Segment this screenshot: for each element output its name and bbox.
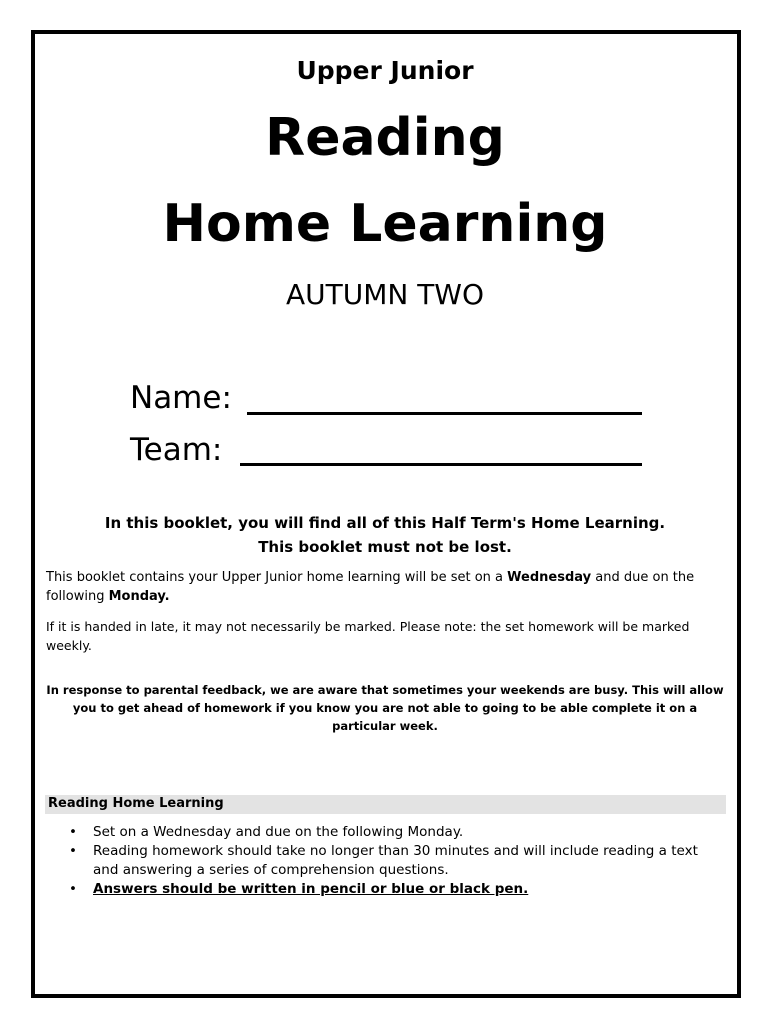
- team-label: Team:: [130, 432, 223, 468]
- booklet-info-paragraph: [46, 568, 731, 606]
- para1-wednesday: Wednesday: [507, 570, 592, 585]
- subtitle: Upper Junior: [296, 56, 474, 85]
- bullet-glyph: •: [69, 881, 77, 897]
- list-item: [65, 842, 725, 880]
- title-home-learning: Home Learning: [162, 194, 608, 254]
- name-label: Name:: [130, 380, 232, 416]
- parental-feedback-notice: In response to parental feedback, we are aware that sometimes your weekends are busy. This will allow you to get ahead of homework if you know you are not able to going to be able complete it on a particular week.: [46, 683, 724, 733]
- para1-monday: Monday.: [108, 589, 170, 604]
- bullet-text: Answers should be written in pencil or blue or black pen.: [93, 881, 529, 897]
- reading-bullet-list: [65, 823, 725, 899]
- bullet-glyph: •: [69, 843, 77, 859]
- intro-line-2: This booklet must not be lost.: [258, 538, 512, 556]
- bullet-text: Set on a Wednesday and due on the following Monday.: [93, 824, 464, 840]
- para1-text-2: and due on the following: [46, 570, 695, 604]
- section-header-bar: [45, 795, 726, 814]
- intro-line-1: In this booklet, you will find all of this Half Term's Home Learning.: [104, 514, 666, 532]
- list-item: [65, 880, 725, 899]
- term-label: AUTUMN TWO: [285, 278, 485, 311]
- team-line: [240, 463, 642, 466]
- bullet-glyph: •: [69, 824, 77, 840]
- list-item: [65, 823, 725, 842]
- bullet-text: Reading homework should take no longer than 30 minutes and will include reading a text and answering a series of comprehension questions.: [93, 843, 698, 878]
- para1-text-1: This booklet contains your Upper Junior home learning will be set on a: [46, 570, 508, 585]
- title-reading: Reading: [265, 108, 505, 168]
- name-line: [247, 412, 642, 415]
- section-title: Reading Home Learning: [48, 796, 224, 811]
- late-policy-paragraph: If it is handed in late, it may not necessarily be marked. Please note: the set homework will be marked weekly.: [46, 619, 690, 653]
